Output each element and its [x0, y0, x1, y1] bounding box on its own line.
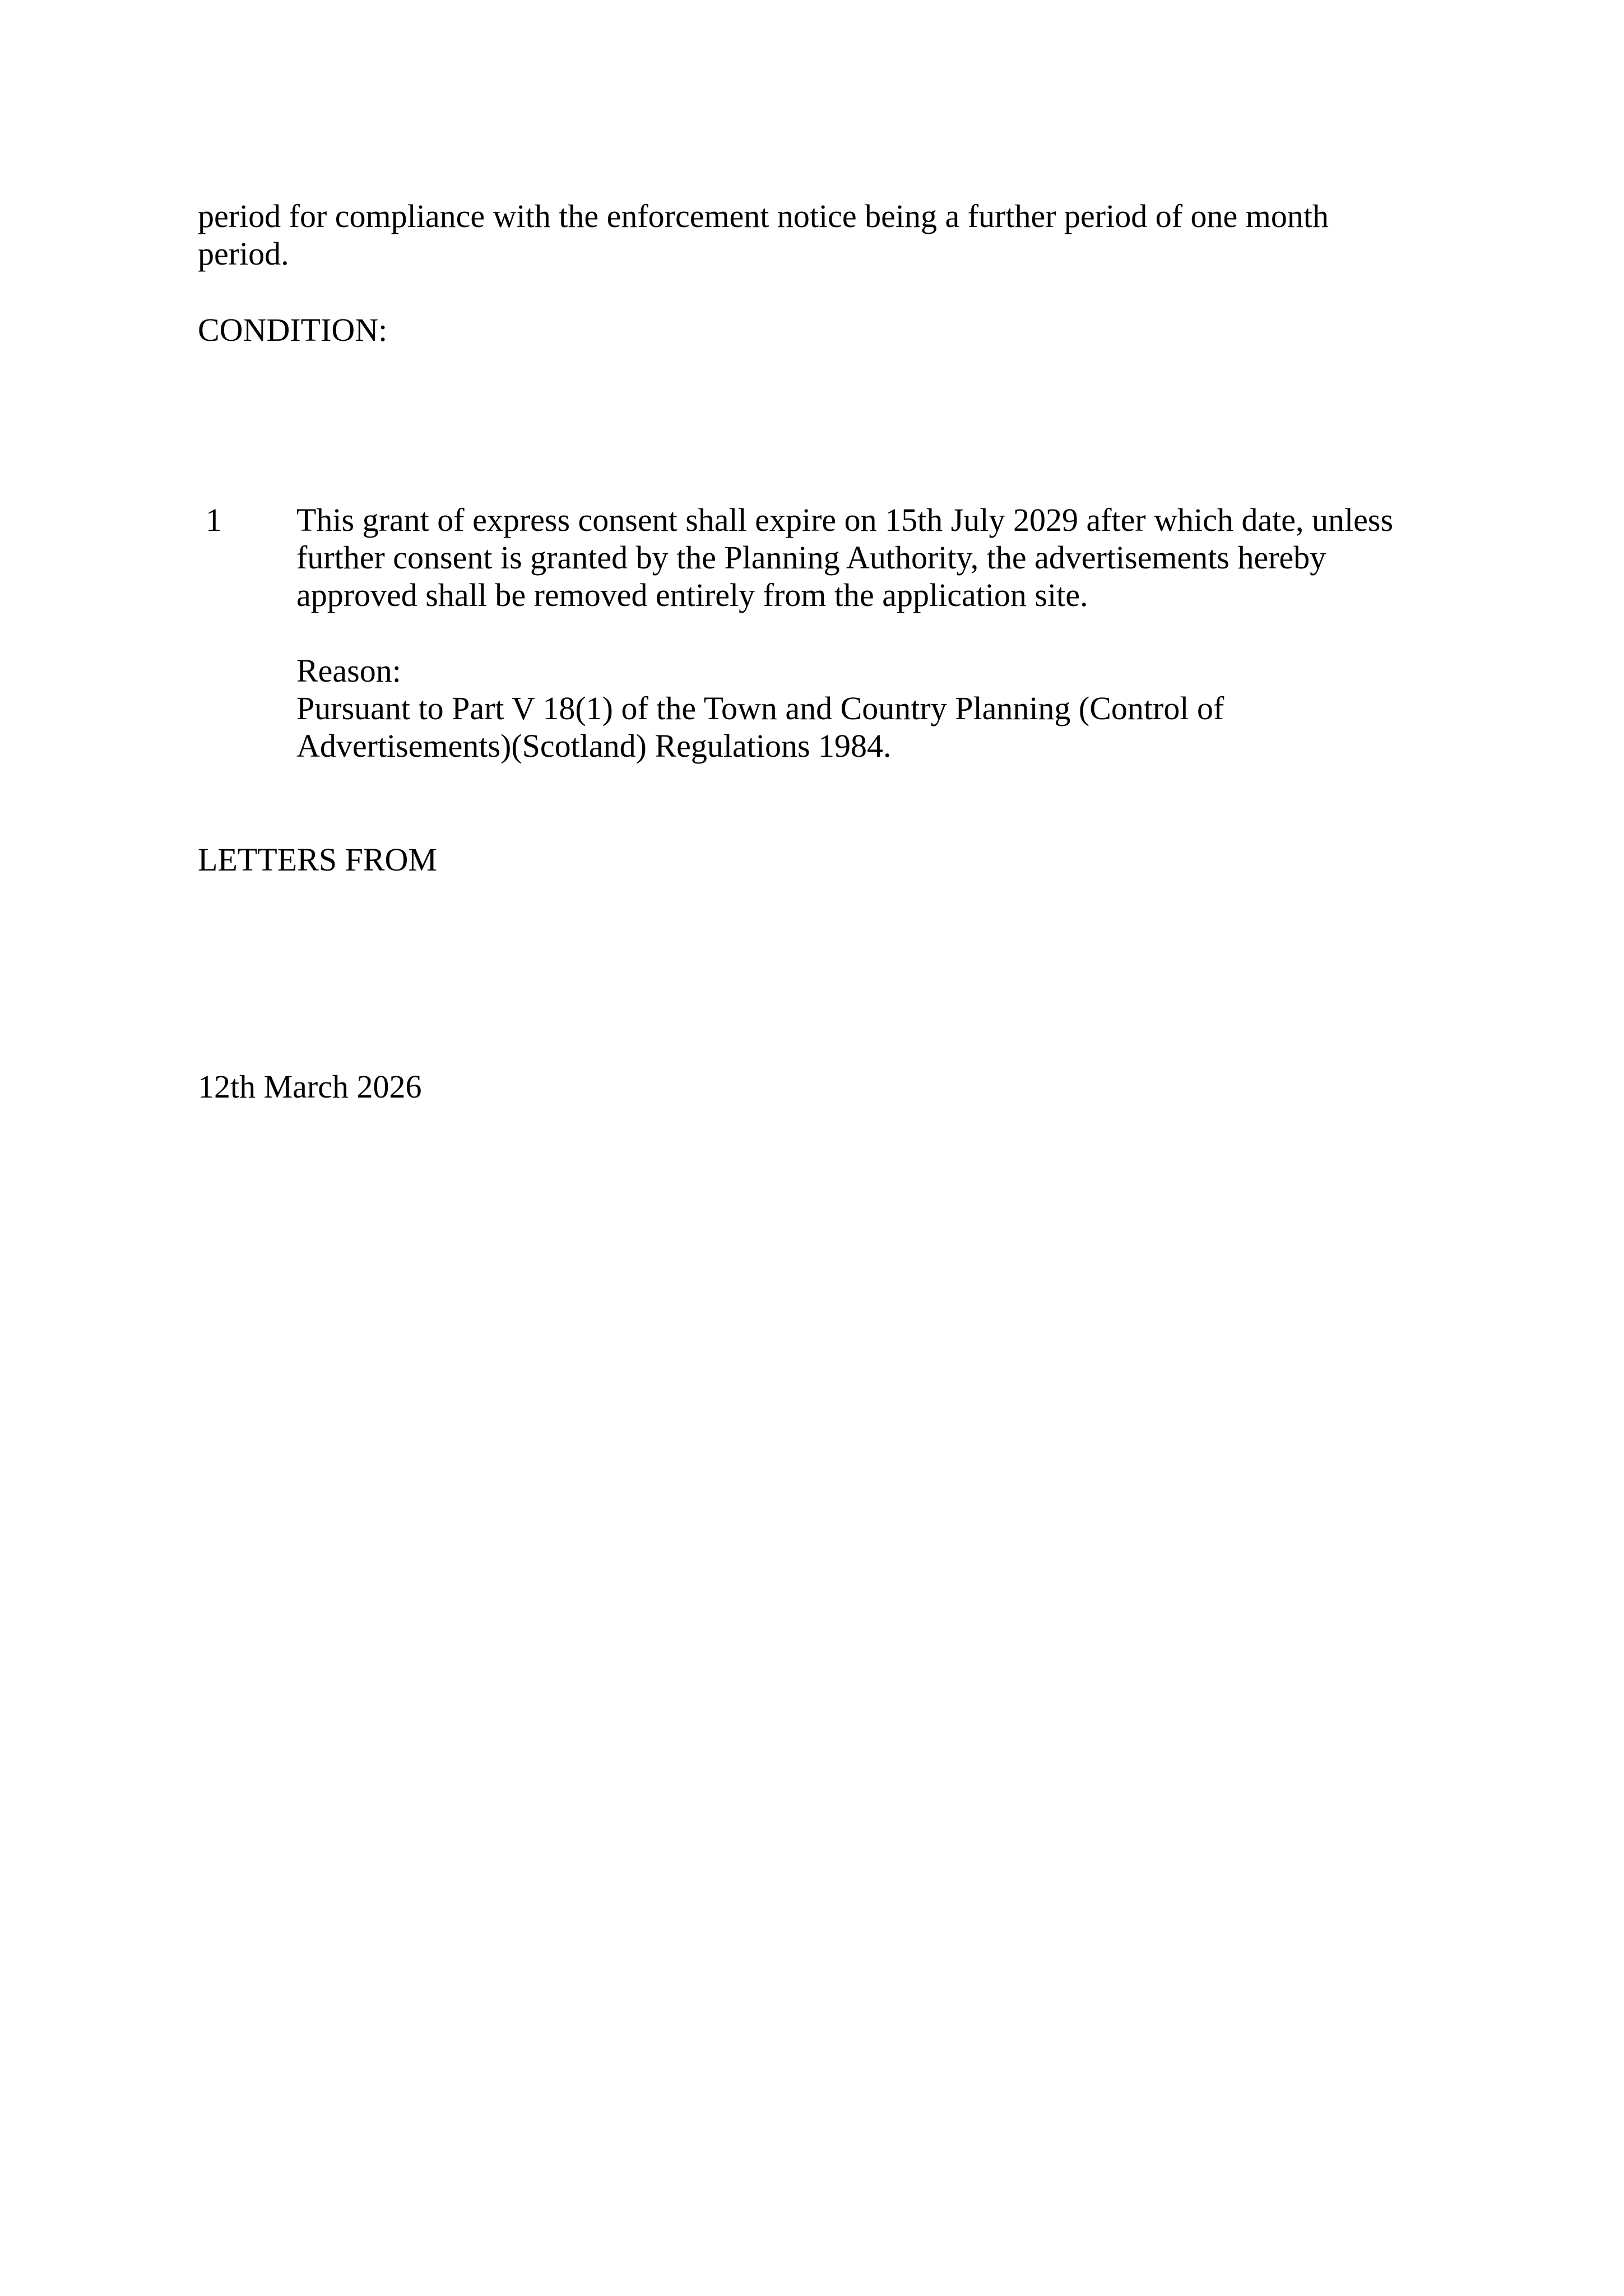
- condition-number: 1: [206, 502, 222, 538]
- condition-heading: CONDITION:: [198, 312, 388, 348]
- intro-line: period.: [198, 235, 289, 272]
- condition-text: [296, 501, 1393, 614]
- letters-heading: LETTERS FROM: [198, 841, 437, 878]
- condition-reason: [296, 652, 1224, 765]
- condition-line: This grant of express consent shall expire on 15th July 2029 after which date, unless: [296, 502, 1394, 538]
- condition-line: approved shall be removed entirely from the application site.: [296, 577, 1088, 613]
- document-date: 12th March 2026: [198, 1068, 422, 1105]
- reason-line: Pursuant to Part V 18(1) of the Town and Country Planning (Control of: [296, 690, 1224, 726]
- intro-paragraph: [198, 197, 1329, 272]
- intro-line: period for compliance with the enforcement notice being a further period of one month: [198, 198, 1329, 234]
- reason-line: Advertisements)(Scotland) Regulations 1984.: [296, 728, 892, 764]
- reason-label: Reason:: [296, 652, 401, 689]
- condition-line: further consent is granted by the Planning Authority, the advertisements hereby: [296, 539, 1326, 576]
